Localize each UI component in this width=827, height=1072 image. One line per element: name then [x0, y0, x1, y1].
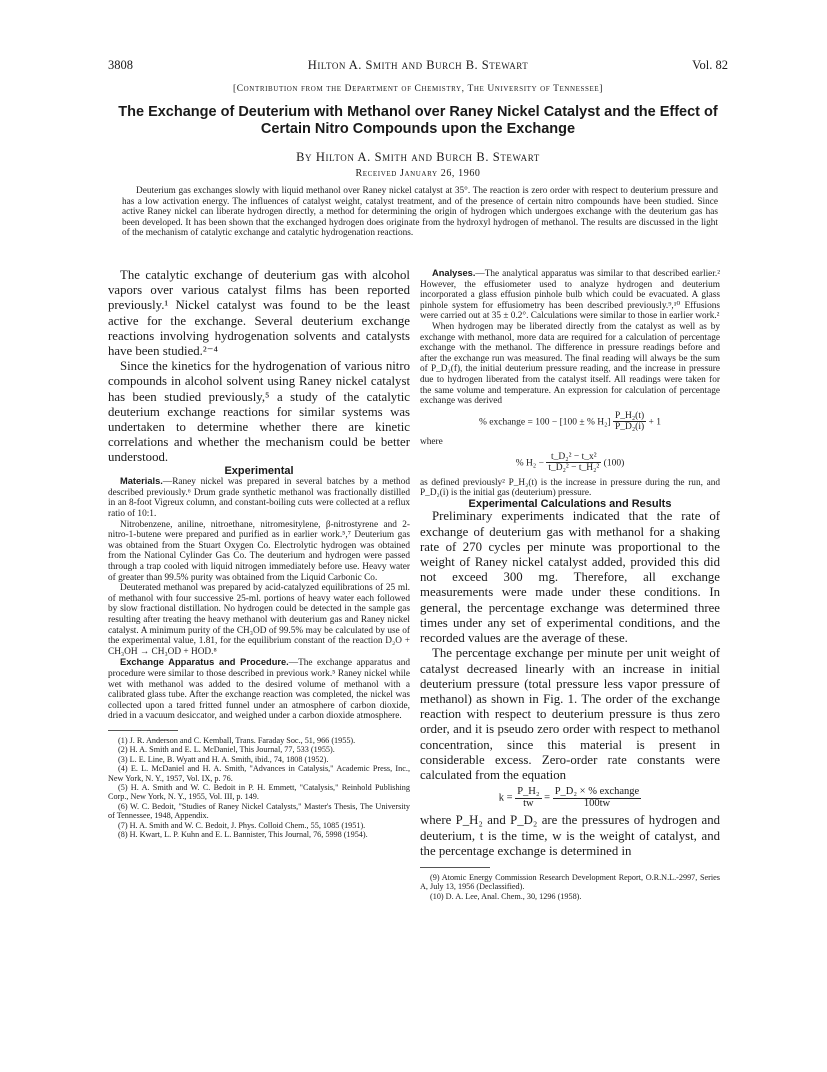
eq3-numerator-2: P_D₂ × % exchange [554, 786, 640, 798]
abstract-text: Deuterium gas exchanges slowly with liquid methanol over Raney nickel catalyst at 35°. The reaction is zero order with respect to deuterium pressure and has a low activation energy. The influences of catalyst weight, catalyst treatment, and of the presence of certain nitro compounds have been studied. Since active Raney nickel can liberate hydrogen directly, a method for determining the origin of hydrogen which undergoes exchange with the deuterium gas has been developed. It has been shown that the exchanged hydrogen does originate from the hydroxyl hydrogen of methanol. The results are discussed in the light of the mechanism of catalytic exchange and catalytic hydrogenation reactions. [122, 186, 718, 239]
byline: By Hilton A. Smith and Burch B. Stewart [296, 150, 540, 164]
materials-paragraph-1 [108, 476, 410, 519]
where-label: where [420, 436, 443, 447]
eq3-fraction-1 [515, 787, 541, 809]
footnote: (7) H. A. Smith and W. C. Bedoit, J. Phys. Colloid Chem., 55, 1085 (1951). [118, 820, 366, 830]
eq1-lhs: % exchange = 100 − [100 ± % H₂] [478, 417, 611, 427]
eq2-lhs: % H₂ − [515, 457, 544, 468]
eq3-lhs: k = [498, 792, 513, 804]
eq1-denominator: P_D₂(i) [614, 422, 645, 433]
footnotes-left [108, 736, 410, 839]
article-title: The Exchange of Deuterium with Methanol over Raney Nickel Catalyst and the Effect of Certain Nitro Compounds upon the Exchange [118, 104, 718, 137]
intro-paragraph-2: Since the kinetics for the hydrogenation of various nitro compounds in alcohol solvent using Raney nickel catalyst has been studied previously,⁵ a study of the catalytic deuterium exchange reactions for similar systems was undertaken to determine whether there are kinetic correlations and whether the mechanism could be better understood. [108, 359, 410, 465]
footnote: (5) H. A. Smith and W. C. Bedoit in P. H. Emmett, "Catalysis," Reinhold Publishing Corp., New York, N. Y., 1955, Vol. III, p. 149. [108, 782, 410, 802]
footnote-rule [420, 867, 490, 868]
eq3-denominator-1: tw [523, 797, 534, 809]
footnote: (2) H. A. Smith and E. L. McDaniel, This Journal, 77, 533 (1955). [118, 745, 335, 755]
footnotes-right [420, 873, 720, 901]
eq2-fraction [546, 452, 601, 474]
intro-paragraph-1: The catalytic exchange of deuterium gas with alcohol vapors over various catalyst films has been reported previously.¹ Nickel catalyst was found to be the least active for the exchange. Several deuterium exchange reactions involving hydrogenation solvents and catalysts have been studied.²⁻⁴ [108, 268, 410, 359]
results-paragraph-3: where P_H₂ and P_D₂ are the pressures of hydrogen and deuterium, t is the time, w is the weight of catalyst, and the percentage exchange is determined in [420, 813, 720, 858]
received-date: Received January 26, 1960 [355, 168, 481, 179]
footnote: (4) E. L. McDaniel and H. A. Smith, "Advances in Catalysis," Academic Press, Inc., New York, N. Y., 1957, Vol. IX, p. 76. [108, 764, 410, 783]
apparatus-paragraph [108, 657, 410, 722]
footnote: (1) J. R. Anderson and C. Kemball, Trans. Faraday Soc., 51, 966 (1955). [118, 735, 356, 745]
eq3-equals: = [544, 792, 551, 804]
eq2-denominator: t_D₂² − t_H₂² [548, 463, 600, 474]
results-paragraph-1: Preliminary experiments indicated that the rate of exchange of deuterium gas with methanol for a shaking rate of 270 cycles per minute was proportional to the weight of Raney nickel catalyst added, provided this did not exceed 300 mg. Therefore, all exchange measurements were made under these conditions. In general, the percentage exchange was determined three times under any set of experimental conditions, and the recorded values are the average of these. [420, 509, 720, 646]
materials-heading: Materials. [120, 476, 163, 487]
eq2-tail: (100) [603, 457, 625, 468]
section-heading-calculations: Experimental Calculations and Results [468, 497, 672, 510]
eq3-denominator-2: 100tw [583, 797, 611, 809]
section-heading-experimental: Experimental [224, 464, 294, 477]
results-paragraph-2: The percentage exchange per minute per unit weight of catalyst decreased linearly with an increase in initial deuterium pressure (total pressure less vapor pressure of methanol) as shown in Fig. 1. The order of the exchange reaction with respect to deuterium pressure is thus zero order, and it is pseudo zero order with respect to methanol concentration, since this material is present in considerable excess. Zero-order rate constants were calculated from the equation [420, 646, 720, 782]
equation-rate-constant [420, 787, 720, 809]
eq3-fraction-2 [553, 787, 642, 809]
footnote: (6) W. C. Bedoit, "Studies of Raney Nickel Catalysts," Master's Thesis, The University of Tennessee, 1948, Appendix. [108, 801, 410, 821]
equation-percent-h2 [420, 452, 720, 474]
left-column [108, 268, 410, 839]
materials-paragraph-3: Deuterated methanol was prepared by acid-catalyzed equilibrations of 25 ml. of methanol with four successive 25-ml. portions of heavy water each followed by slow fractional distillation. No hydrogen could be detected in the sample gas resulting after treating the heavy methanol with deuterium gas and Raney nickel catalyst. A minimum purity of the CH₃OD of 99.5% may be calculated by use of the experimental value, 1.81, for the equilibrium constant of the reaction D₂O + CH₃OH → CH₃OD + HOD.⁸ [108, 583, 410, 657]
apparatus-heading: Exchange Apparatus and Procedure. [120, 657, 289, 668]
analyses-heading: Analyses. [432, 268, 476, 278]
apparatus-text: —The exchange apparatus and procedure were similar to those described in previous work.⁵ Raney nickel while wet with methanol was added to the desired volume of methanol with a calibrated glass tube. After the exchange reaction was completed, the nickel was collected upon a tared fritted funnel under an atmosphere of carbon dioxide, dried in a vacuum desiccator, and weighed under a carbon dioxide atmosphere. [108, 658, 410, 722]
footnote: (3) L. E. Line, B. Wyatt and H. A. Smith, ibid., 74, 1808 (1952). [118, 754, 329, 764]
analyses-paragraph-1 [420, 268, 720, 322]
materials-paragraph-2: Nitrobenzene, aniline, nitroethane, nitromesitylene, β-nitrostyrene and 2-nitro-1-butene were prepared and purified as in earlier work.⁵,⁷ Deuterium gas was obtained from the Stuart Oxygen Co. Electrolytic hydrogen was obtained from the National Cylinder Gas Co. The deuterium and hydrogen were passed through a trap cooled with liquid nitrogen immediately before use. Heavy water of greater than 99.5% purity was obtained from the Liquid Carbonic Co. [108, 519, 410, 583]
running-head [108, 58, 728, 74]
footnote: (10) D. A. Lee, Anal. Chem., 30, 1296 (1958). [430, 891, 582, 901]
footnote-rule [108, 730, 178, 731]
volume-number: Vol. 82 [692, 58, 728, 72]
eq1-fraction [613, 411, 646, 433]
abstract [122, 186, 718, 239]
footnote: (8) H. Kwart, L. P. Kuhn and E. L. Bannister, This Journal, 76, 5998 (1954). [118, 829, 368, 839]
equation-percent-exchange [420, 411, 720, 433]
materials-text-1: —Raney nickel was prepared in several batches by a method described previously.⁶ Drum grade synthetic methanol was fractionally distilled in an 8-foot Vigreux column, and constant-boiling cuts were collected at a reflux ratio of 10:1. [108, 477, 410, 520]
eq1-tail: + 1 [648, 417, 662, 427]
eq1-numerator: P_H₂(t) [614, 410, 645, 421]
analyses-text-1: —The analytical apparatus was similar to that described earlier.² However, the effusiometer used to analyze hydrogen and deuterium incorporated a glass effusion pinhole bulb which could be evacuated. A glass pinhole system for effusiometry has been described previously.⁹,¹⁰ Effusions were carried out at 35 ± 0.2°. Calculations were similar to those in earlier work.² [420, 269, 720, 322]
eq3-numerator-1: P_H₂ [517, 786, 540, 798]
page-number: 3808 [108, 58, 133, 72]
right-column [420, 268, 720, 901]
running-head-authors: Hilton A. Smith and Burch B. Stewart [307, 58, 529, 72]
defined-paragraph: as defined previously² P_H₂(t) is the increase in pressure during the run, and P_D₂(i) is the initial gas (deuterium) pressure. [420, 477, 720, 499]
footnote: (9) Atomic Energy Commission Research Development Report, O.R.N.L.-2997, Series A, July 13, 1956 (Declassified). [420, 872, 720, 892]
eq2-numerator: t_D₂² − t_x² [546, 452, 601, 464]
contribution-line: [Contribution from the Department of Chemistry, The University of Tennessee] [232, 84, 604, 94]
analyses-paragraph-2: When hydrogen may be liberated directly from the catalyst as well as by exchange with methanol, more data are required for a calculation of percentage exchange with the methanol. The difference in pressure readings before and after the exchange run was measured. The final reading will always be the sum of P_D₂(f), the initial deuterium pressure reading, and the increase in pressure due to hydrogen liberated from the catalyst itself. All readings were taken for the same volume and temperature. An expression for calculation of percentage exchange was derived [420, 321, 720, 407]
